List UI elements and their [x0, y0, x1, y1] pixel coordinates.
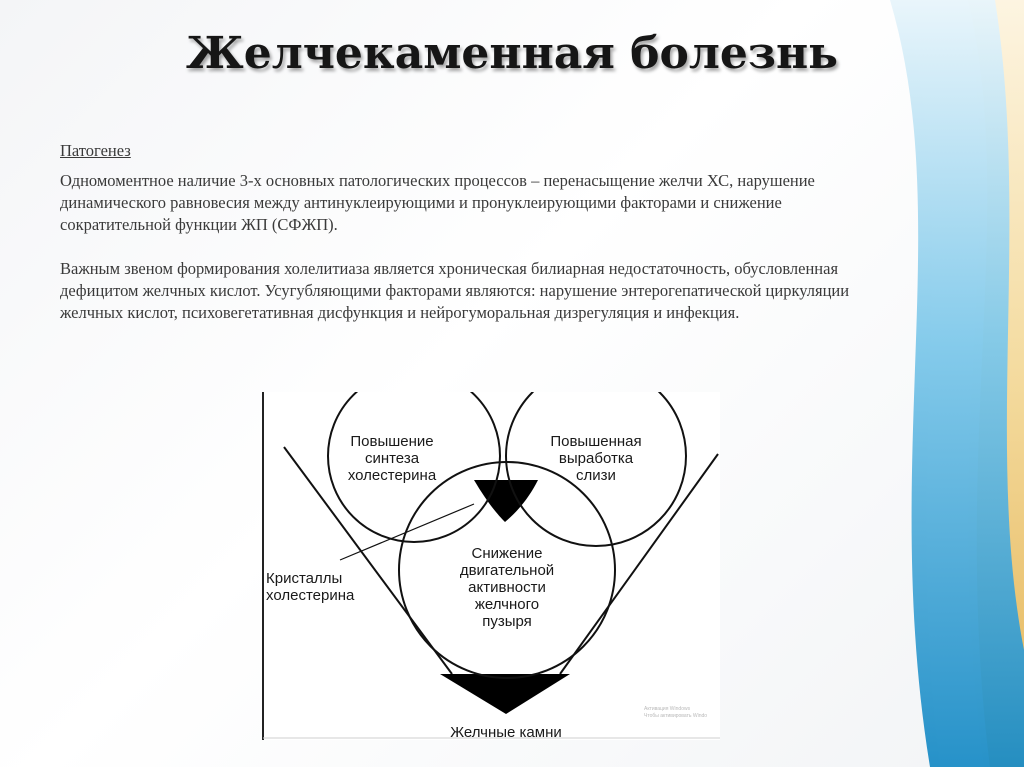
diagram-svg	[262, 392, 720, 740]
circle-bottom-line-4: желчного	[474, 596, 540, 613]
circle-left-line-2: синтеза	[364, 450, 420, 467]
circle-right-line-2: выработка	[558, 450, 634, 467]
stones-triangle	[440, 674, 570, 714]
circle-left-line-3: холестерина	[347, 467, 437, 484]
paragraph-2: Важным звеном формирования холелитиаза является хроническая билиарная недостаточность, обусловленная дефицитом желчных кислот. Усугубляющими факторами являются: нарушение энтерогепатической циркуляции желчных кислот, психовегетативная дисфункция и нейрогуморальная дизрегуляция и инфекция.	[60, 259, 850, 322]
watermark-line-2: Чтобы активировать Windo	[644, 713, 708, 719]
circle-bottom-line-1: Снижение	[471, 545, 543, 562]
section-heading: Патогенез	[60, 141, 131, 160]
circle-right-line-1: Повышенная	[550, 433, 642, 450]
circle-left-line-1: Повышение	[350, 433, 434, 450]
crystals-label-line-1: Кристаллы	[266, 570, 343, 587]
stones-label: Желчные камни	[450, 724, 562, 740]
paragraph-1: Одномоментное наличие 3-х основных патологических процессов – перенасыщение желчи ХС, нарушение динамического равновесия между антинуклеирующими и пронуклеирующими факторами и снижение сократительной функции ЖП (СФЖП).	[60, 171, 815, 234]
pathogenesis-diagram	[262, 392, 720, 740]
funnel-right	[560, 454, 718, 674]
circle-bottom-line-3: активности	[468, 579, 546, 596]
page-title: Желчекаменная болезнь	[185, 28, 839, 79]
watermark-line-1: Активация Windows	[644, 706, 691, 712]
circle-bottom-line-2: двигательной	[459, 562, 555, 579]
blue-swoosh	[890, 0, 1024, 767]
content-text	[60, 140, 880, 346]
crystals-label-line-2: холестерина	[266, 587, 355, 604]
circle-right-line-3: слизи	[576, 467, 616, 484]
circle-bottom-line-5: пузыря	[482, 613, 532, 630]
